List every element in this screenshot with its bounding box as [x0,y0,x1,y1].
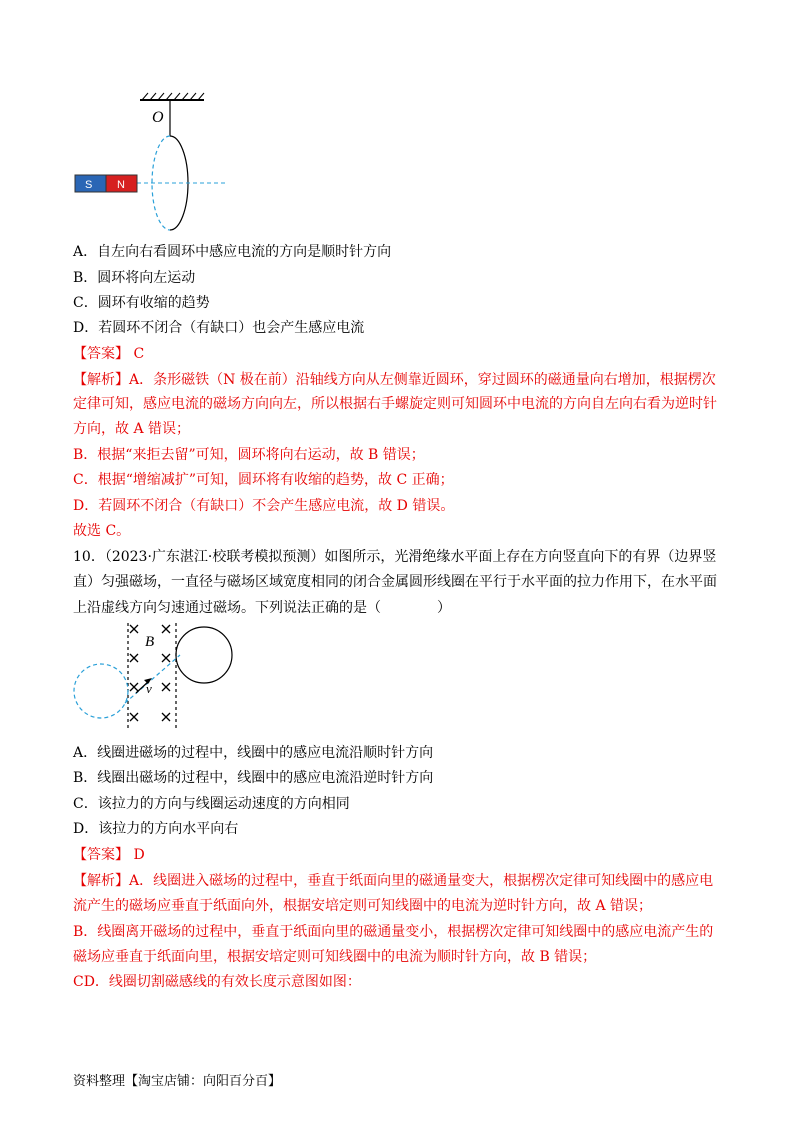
q10-option-a: A．线圈进磁场的过程中，线圈中的感应电流沿顺时针方向 [73,745,434,761]
q10-analysis-line: CD．线圈切割磁感线的有效长度示意图如图： [73,974,361,990]
q9-analysis-line: 方向，故 A 错误； [73,421,191,437]
q9-option-d: D．若圆环不闭合（有缺口）也会产生感应电流 [73,320,365,336]
q10-analysis-line: 流产生的磁场应垂直于纸面向外，根据安培定则可知线圈中的电流为逆时针方向，故 A 错误； [73,898,653,914]
q10-option-b: B．线圈出磁场的过程中，线圈中的感应电流沿逆时针方向 [73,770,434,786]
q9-answer: 【答案】 C [73,346,145,362]
q10-stem-line: 10．（2023·广东湛江·校联考模拟预测）如图所示，光滑绝缘水平面上存在方向竖直向下的有界（边界竖 [73,549,717,565]
q9-conclusion: 故选 C。 [73,523,131,539]
velocity-label: v [146,681,152,696]
q9-analysis-line: D．若圆环不闭合（有缺口）不会产生感应电流，故 D 错误。 [73,498,455,514]
magnet-s-label: S [85,179,93,191]
page-footer: 资料整理【淘宝店铺：向阳百分百】 [73,1074,282,1089]
q10-option-c: C．该拉力的方向与线圈运动速度的方向相同 [73,796,350,812]
q10-option-d: D．该拉力的方向水平向右 [73,821,239,837]
q9-analysis-line: B．根据“来拒去留”可知，圆环将向右运动，故 B 错误； [73,447,425,463]
q9-option-c: C．圆环有收缩的趋势 [73,295,210,311]
ring-magnet-figure [70,90,240,240]
q9-analysis-line: C．根据“增缩减扩”可知，圆环将有收缩的趋势，故 C 正确； [73,472,454,488]
q10-answer: 【答案】 D [73,847,145,863]
q10-stem-line: 上沿虚线方向匀速通过磁场。下列说法正确的是（ ） [73,600,451,616]
coil-field-figure [70,618,250,733]
field-label-b: B [145,634,155,650]
q9-option-b: B．圆环将向左运动 [73,270,196,286]
magnet-n-label: N [117,179,125,191]
q9-analysis-line: 【解析】A．条形磁铁（N 极在前）沿轴线方向从左侧靠近圆环，穿过圆环的磁通量向右增加，根据楞次 [73,372,716,388]
q9-analysis-line: 定律可知，感应电流的磁场方向向左，所以根据右手螺旋定则可知圆环中电流的方向自左向右看为逆时针 [73,396,717,412]
q10-stem-line: 直）匀强磁场，一直径与磁场区域宽度相同的闭合金属圆形线圈在平行于水平面的拉力作用下，在水平面 [73,574,717,590]
q10-analysis-line: 磁场应垂直于纸面向里，根据安培定则可知线圈中的电流为顺时针方向，故 B 错误； [73,949,597,965]
q10-analysis-line: 【解析】A．线圈进入磁场的过程中，垂直于纸面向里的磁通量变大，根据楞次定律可知线圈中的感应电 [73,873,714,889]
q10-analysis-line: B．线圈离开磁场的过程中，垂直于纸面向里的磁通量变小，根据楞次定律可知线圈中的感应电流产生的 [73,924,714,940]
pivot-label: O [152,109,164,126]
q9-option-a: A．自左向右看圆环中感应电流的方向是顺时针方向 [73,244,392,260]
